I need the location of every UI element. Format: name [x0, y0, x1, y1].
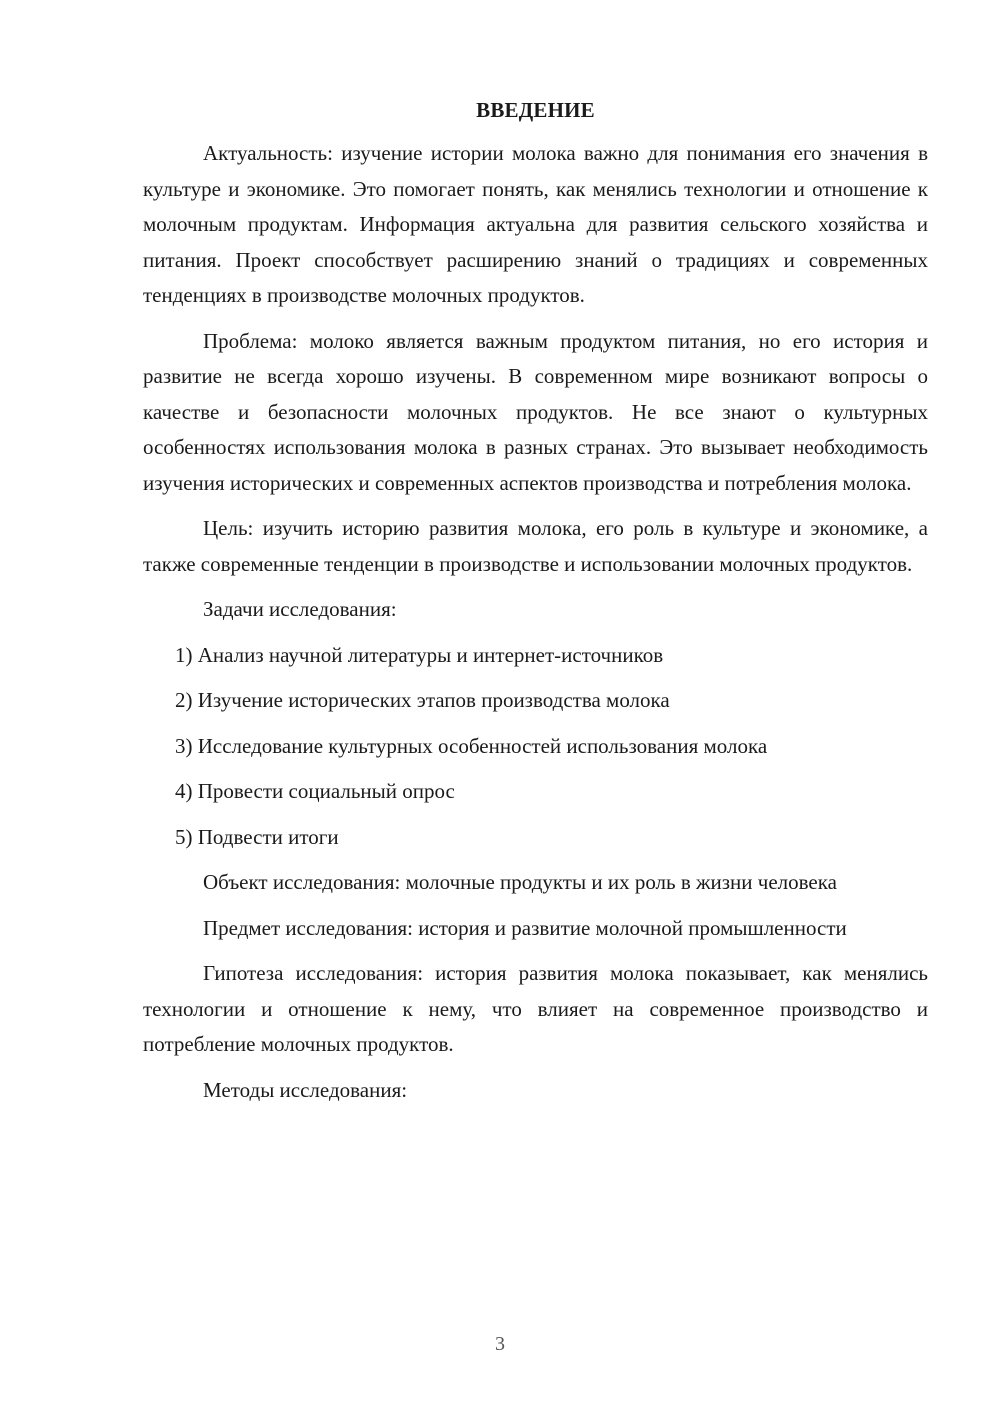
subject-paragraph: Предмет исследования: история и развитие молочной промышленности	[203, 915, 847, 940]
task-item: 4) Провести социальный опрос	[175, 779, 455, 803]
section-heading: ВВЕДЕНИЕ	[476, 98, 595, 122]
object-paragraph: Объект исследования: молочные продукты и их роль в жизни человека	[203, 870, 837, 894]
methods-title: Методы исследования:	[203, 1077, 408, 1102]
relevance-paragraph: Актуальность: изучение истории молока важно для понимания его значения в культуре и экономике. Это помогает понять, как менялись технологии и отношение к молочным продуктам. Информация актуальна для развития сельского хозяйства и питания. Проект способствует расширению знаний о традициях и современных тенденциях в производстве молочных продуктов.	[143, 141, 928, 307]
task-item: 1) Анализ научной литературы и интернет-источников	[175, 642, 664, 667]
tasks-title: Задачи исследования:	[203, 597, 397, 621]
task-item: 3) Исследование культурных особенностей использования молока	[175, 733, 768, 758]
goal-paragraph: Цель: изучить историю развития молока, его роль в культуре и экономике, а также современные тенденции в производстве и использовании молочных продуктов.	[143, 516, 928, 576]
task-item: 2) Изучение исторических этапов производства молока	[175, 688, 670, 712]
hypothesis-paragraph: Гипотеза исследования: история развития молока показывает, как менялись технологии и отношение к нему, что влияет на современное производство и потребление молочных продуктов.	[143, 961, 928, 1056]
page-number: 3	[495, 1333, 505, 1355]
problem-paragraph: Проблема: молоко является важным продуктом питания, но его история и развитие не всегда хорошо изучены. В современном мире возникают вопросы о качестве и безопасности молочных продуктов. Не все знают о культурных особенностях использования молока в разных странах. Это вызывает необходимость изучения исторических и современных аспектов производства и потребления молока.	[143, 328, 928, 495]
document-page	[143, 96, 928, 1118]
task-item: 5) Подвести итоги	[175, 824, 339, 849]
